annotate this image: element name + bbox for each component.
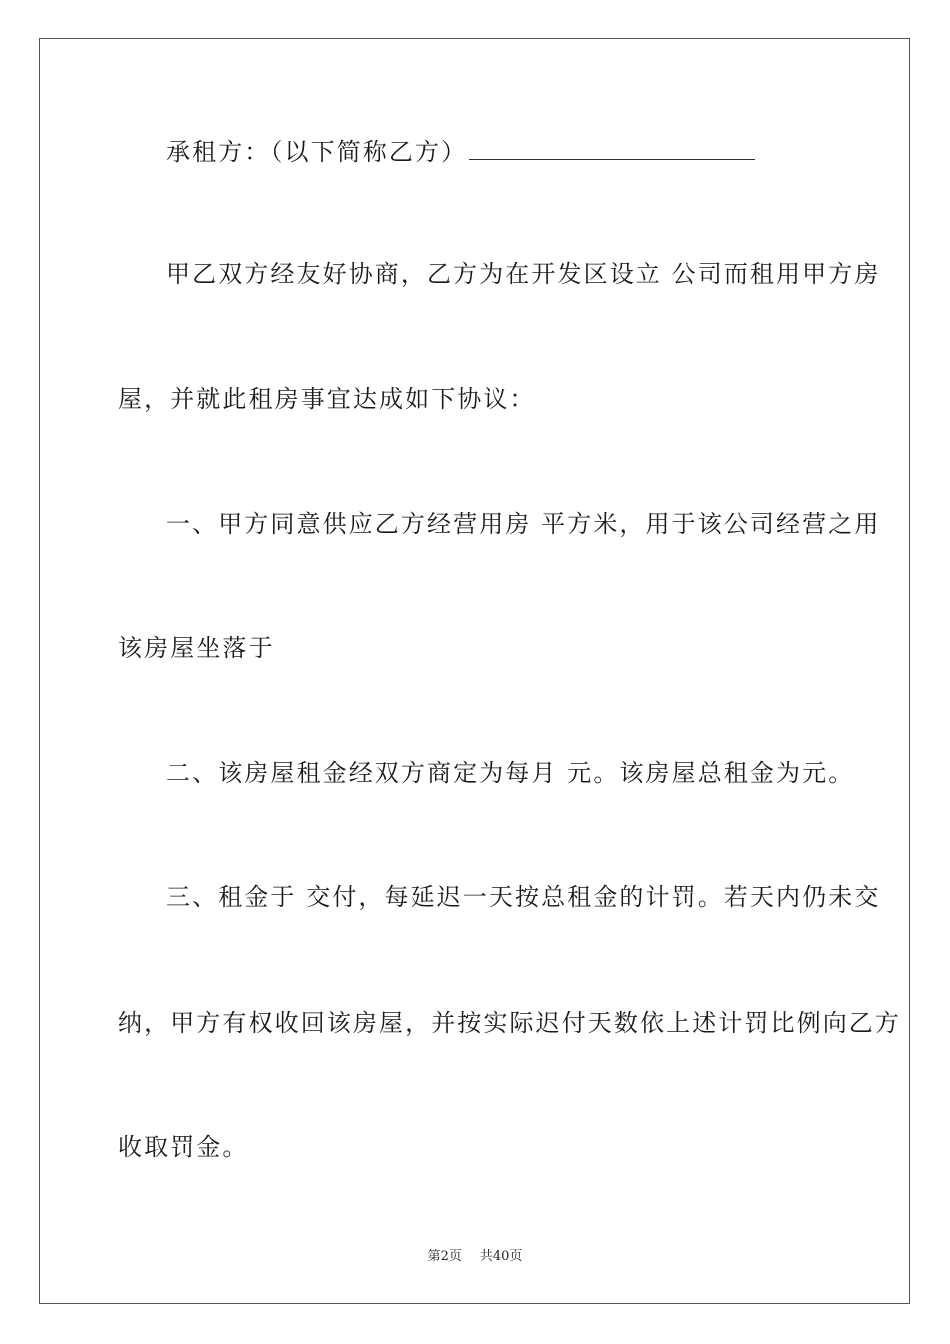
lessee-line bbox=[166, 137, 755, 167]
lessee-label: 承租方：（以下简称乙方） bbox=[166, 138, 468, 166]
clause-1-line-1: 一、甲方同意供应乙方经营用房 平方米，用于该公司经营之用 bbox=[166, 510, 881, 538]
clause-1-line-2: 该房屋坐落于 bbox=[118, 634, 275, 662]
page-border bbox=[39, 38, 910, 1304]
clause-2-line: 二、该房屋租金经双方商定为每月 元。该房屋总租金为元。 bbox=[166, 759, 855, 787]
clause-3-line-1: 三、租金于 交付，每延迟一天按总租金的计罚。若天内仍未交 bbox=[166, 883, 881, 911]
lessee-blank-line bbox=[469, 137, 755, 160]
page-number: 第2页 bbox=[427, 1249, 462, 1264]
paragraph-line-1: 甲乙双方经友好协商，乙方为在开发区设立 公司而租用甲方房 bbox=[166, 260, 881, 288]
paragraph-line-2: 屋，并就此租房事宜达成如下协议： bbox=[118, 385, 536, 413]
page-total: 共40页 bbox=[479, 1249, 523, 1264]
clause-3-line-3: 收取罚金。 bbox=[118, 1133, 249, 1161]
clause-3-line-2: 纳，甲方有权收回该房屋，并按实际迟付天数依上述计罚比例向乙方 bbox=[118, 1009, 901, 1037]
page-footer bbox=[0, 1248, 950, 1266]
